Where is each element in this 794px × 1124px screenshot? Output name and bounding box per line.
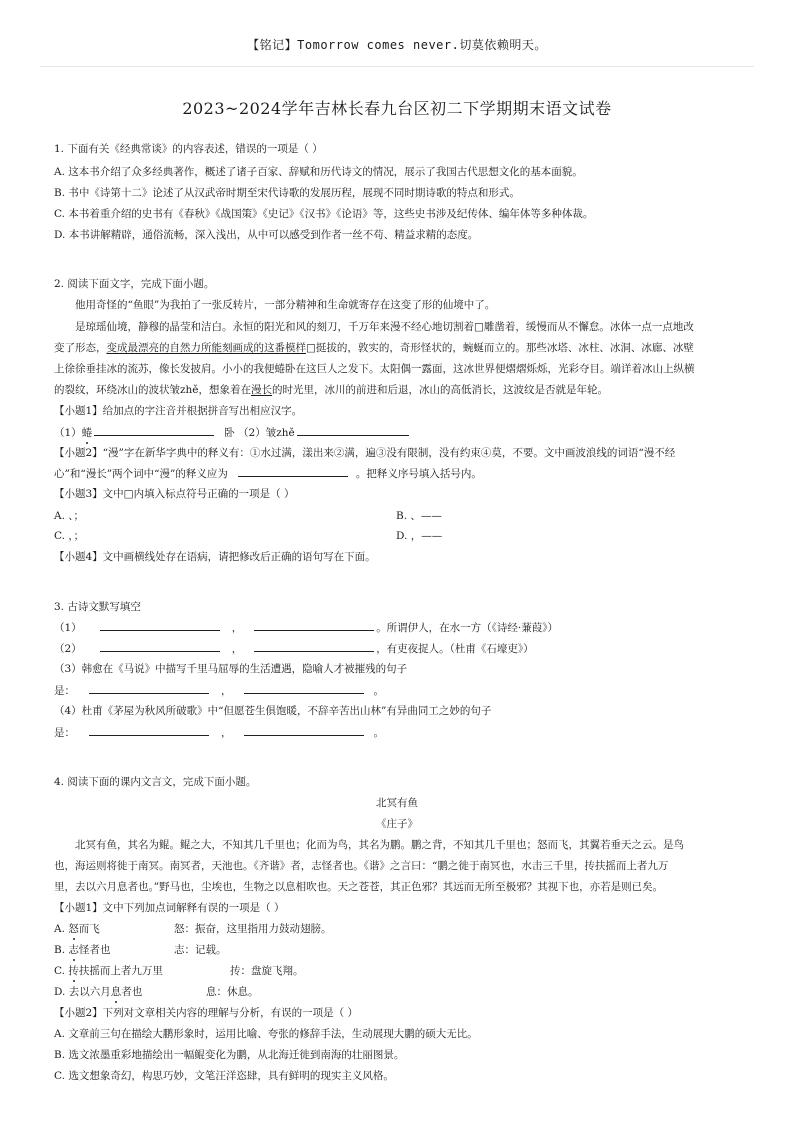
q4-sub1-option-a [54,922,740,936]
q4-passage-line-1: 北冥有鱼，其名为鲲。鲲之大，不知其几千里也；化而为鸟，其名为鹏。鹏之背，不知其几千里也；怒而飞，其翼若垂天之云。是鸟 [75,839,684,851]
q2-wavy-word: 漫长 [251,384,273,396]
q3-item-num: （2） [54,643,82,655]
punctuation: 。 [373,727,384,739]
header-motto: 【铭记】Tomorrow comes never.切莫依赖明天。 [247,38,547,52]
q2-sub3-option-c: C. ，； [54,530,85,542]
header-divider [40,66,754,67]
option-label: C. [54,965,69,977]
exam-title: 2023~2024学年吉林长春九台区初二下学期期末语文试卷 [182,99,612,118]
q2-sub3-option-a: A. 、； [54,510,85,522]
q3-stem: 3. 古诗文默写填空 [54,601,141,613]
q3-item-3: （3）韩愈在《马说》中描写千里马屈辱的生活遭遇，隐喻人才被摧残的句子 [54,663,408,675]
answer-blank[interactable] [297,425,409,436]
q2-sub3-stem: 【小题3】文中□内填入标点符号正确的一项是（ ） [54,488,295,500]
answer-blank[interactable] [244,725,364,736]
option-explanation: 抟：盘旋飞翔。 [230,965,304,977]
q4-sub2-option-c: C. 选文想象奇幻，构思巧妙，文笔汪洋恣肆，具有鲜明的现实主义风格。 [54,1070,394,1082]
option-word: 者也 [121,986,143,998]
q2-paragraph-1: 他用奇怪的“鱼眼”为我拍了一张反转片，一部分精神和生命就寄存在这变了形的仙境中了。 [75,299,496,311]
q2-sub1-text: 卧 （2）皱zhě [224,427,295,439]
option-label: A. [54,923,69,935]
answer-prefix: 是： [54,727,75,739]
q4-sub2-option-a: A. 文章前三句在描绘大鹏形象时，运用比喻、夸张的修辞手法，生动展现大鹏的硕大无比。 [54,1028,478,1040]
dotted-char: 蜷 [81,427,93,439]
q3-item-2 [54,641,740,656]
q2-sub2-line-2 [54,466,740,481]
q2-text-segment: 的时光里，冰川的前进和后退，冰山的高低消长，这波纹是否就是年轮。 [272,384,609,396]
q4-sub1-option-c [54,964,740,978]
q4-sub2-stem: 【小题2】下列对文章相关内容的理解与分析，有误的一项是（ ） [54,1007,359,1019]
answer-blank[interactable] [244,683,364,694]
answer-blank[interactable] [254,641,374,652]
q4-text-title: 北冥有鱼 [376,797,418,809]
q2-paragraph-2-line-4 [54,383,740,397]
q3-item-4: （4）杜甫《茅屋为秋风所破歌》中“但愿苍生俱饱暖，不辞辛苦出山林”有异曲同工之妙的句子 [54,705,492,717]
option-explanation: 怒：振奋，这里指用力鼓动翅膀。 [174,923,332,935]
q2-paragraph-2-line-2 [54,341,740,355]
q4-passage-line-3: 里，去以六月息者也。”野马也，尘埃也，生物之以息相吹也。天之苍苍，其正色邪？其远而无所至极邪？其视下也，亦若是则已矣。 [54,881,664,893]
q3-item-text: 。所谓伊人，在水一方（《诗经·蒹葭》） [376,622,559,634]
option-explanation: 息：休息。 [206,986,259,998]
q2-sub1-answer-line [54,425,740,440]
dotted-char: 抟 [68,965,79,977]
q2-sub3-option-b: B. 、—— [396,510,442,522]
q1-option-d: D. 本书讲解精辟，通俗流畅，深入浅出，从中可以感受到作者一丝不苟、精益求精的态度。 [54,229,479,241]
q2-stem: 2. 阅读下面文字，完成下面小题。 [54,278,215,290]
q4-stem: 4. 阅读下面的课内文言文，完成下面小题。 [54,776,257,788]
answer-blank[interactable] [94,425,214,436]
answer-blank[interactable] [100,620,220,631]
option-word: 怪者也 [78,944,111,956]
option-explanation: 志：记载。 [174,944,227,956]
punctuation: 。 [373,685,384,697]
dotted-char: 息 [110,986,122,998]
answer-blank[interactable] [254,620,374,631]
punctuation: ， [231,622,243,634]
punctuation: ， [221,727,232,739]
option-label: B. [54,944,69,956]
q3-item-num: （1） [54,622,82,634]
q4-sub2-option-b: B. 选文浓墨重彩地描绘出一幅鲲变化为鹏，从北海迁徙到南海的壮丽图景。 [54,1049,405,1061]
q2-underlined-sentence: 变成最漂亮的自然力所能刻画成的这番模样 [106,342,306,354]
q2-paragraph-2-line-3: 上徐徐垂挂冰的流苏，像长发披肩。小小的我便蜷卧在这巨人之发下。太阳偶一露面，这冰世界便熠熠烁烁，光彩夺目。端详着冰山上纵横 [54,363,695,375]
q2-text-segment: 的裂纹，环绕冰山的波状皱zhě，想象着在 [54,384,252,396]
q1-option-b: B. 书中《诗第十二》论述了从汉武帝时期至宋代诗歌的发展历程，展现不同时期诗歌的特点和形式。 [54,187,520,199]
q4-sub1-option-b [54,943,740,957]
q2-sub2-line-1: 【小题2】“漫”字在新华字典中的释义有：①水过满，漾出来②满，遍③没有限制，没有约束④莫，不要。文中画波浪线的词语“漫不经 [54,447,676,459]
q3-item-4-answer [54,725,740,740]
q1-option-c: C. 本书着重介绍的史书有《春秋》《战国策》《史记》《汉书》《论语》等，这些史书涉及纪传体、编年体等多种体裁。 [54,208,594,220]
q4-sub1-option-d [54,985,740,999]
answer-blank[interactable] [238,466,348,477]
q2-sub4-stem: 【小题4】文中画横线处存在语病，请把修改后正确的语句写在下面。 [54,551,376,563]
q2-sub1-stem: 【小题1】给加点的字注音并根据拼音写出相应汉字。 [54,405,303,417]
q3-item-text: ，有吏夜捉人。（杜甫《石壕吏》） [376,643,534,655]
option-word: 而飞 [78,923,100,935]
q2-sub2-text: 心”和“漫长”两个词中“漫”的释义应为 [54,468,228,480]
q1-option-a: A. 这本书介绍了众多经典著作，概述了诸子百家、辞赋和历代诗文的情况，展示了我国古代思想文化的基本面貌。 [54,166,583,178]
q2-sub1-num: （1） [54,427,82,439]
q1-stem: 1. 下面有关《经典常谈》的内容表述，错误的一项是（ ） [54,143,323,155]
q2-sub3-row-1 [54,509,740,523]
q4-text-source: 《庄子》 [376,818,418,830]
q3-item-1 [54,620,740,635]
q2-paragraph-2-line-1: 是琼瑶仙境，静穆的晶莹和洁白。永恒的阳光和风的刻刀，千万年来漫不经心地切割着□雕凿着，缓慢而从不懈怠。冰体一点一点地改 [75,321,694,333]
q2-text-segment: □挺拔的，敦实的，奇形怪状的，蜿蜒而立的。那些冰塔、冰柱、冰洞、冰廊、冰壁 [306,342,694,354]
answer-blank[interactable] [100,641,220,652]
answer-blank[interactable] [89,683,209,694]
q4-passage-line-2: 也，海运则将徙于南冥。南冥者，天池也。《齐谐》者，志怪者也。《谐》之言曰：“鹏之徙于南冥也，水击三千里，抟扶摇而上者九万 [54,860,669,872]
punctuation: ， [231,643,243,655]
q2-sub2-text: 。把释义序号填入括号内。 [355,468,482,480]
answer-prefix: 是： [54,685,75,697]
dotted-char: 怒 [68,923,79,935]
option-label: D. 去以六月 [54,986,111,998]
q2-sub3-row-2 [54,529,740,543]
q2-sub3-option-d: D. ，—— [396,530,443,542]
q4-sub1-stem: 【小题1】文中下列加点词解释有误的一项是（ ） [54,902,285,914]
dotted-char: 志 [68,944,79,956]
answer-blank[interactable] [89,725,209,736]
q3-item-3-answer [54,683,740,698]
punctuation: ， [221,685,232,697]
option-word: 扶摇而上者九万里 [78,965,163,977]
q2-text-segment: 变了形态， [54,342,107,354]
